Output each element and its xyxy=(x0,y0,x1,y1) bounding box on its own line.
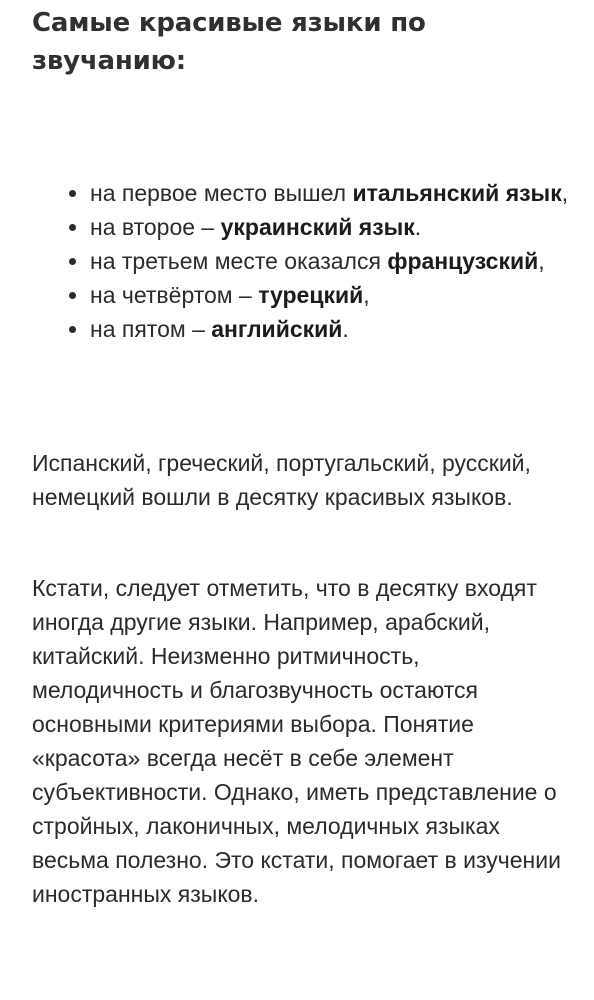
list-item-bold: турецкий xyxy=(258,282,364,308)
list-item-bold: украинский язык xyxy=(220,214,415,240)
list-item xyxy=(90,210,570,244)
paragraph-notes: Кстати, следует отметить, что в десятку входят иногда другие языки. Например, арабский, китайский. Неизменно ритмичность, мелодичность и благозвучность остаются основными критериями выбора. Понятие «красота» всегда несёт в себе элемент субъективности. Однако, иметь представление о стройных, лаконичных, мелодичных языках весьма полезно. Это кстати, помогает в изучении иностранных языков. xyxy=(32,575,561,907)
list-item-punct: , xyxy=(561,180,569,206)
list-item xyxy=(90,176,570,210)
bullet-icon xyxy=(69,326,76,333)
list-item-bold: английский xyxy=(211,316,343,342)
paragraph-top-ten: Испанский, греческий, португальский, русский, немецкий вошли в десятку красивых языков. xyxy=(32,450,531,510)
list-item-bold: итальянский язык xyxy=(352,180,562,206)
bullet-icon xyxy=(69,292,76,299)
list-item-punct: , xyxy=(538,248,545,274)
list-item-bold: французский xyxy=(387,248,539,274)
list-item-text: на первое место вышел xyxy=(90,180,353,206)
list-item xyxy=(90,278,570,312)
list-item-text: на пятом – xyxy=(90,316,212,342)
list-item-punct: . xyxy=(414,214,422,240)
bullet-icon xyxy=(69,258,76,265)
bullet-icon xyxy=(69,190,76,197)
list-item xyxy=(90,244,570,278)
list-item-text: на третьем месте оказался xyxy=(90,248,388,274)
list-item-punct: . xyxy=(342,316,349,342)
section-heading: Самые красивые языки по звучанию: xyxy=(32,8,426,76)
bullet-icon xyxy=(69,224,76,231)
list-item-punct: , xyxy=(363,282,370,308)
ranking-list xyxy=(90,176,570,346)
list-item-text: на вторoе – xyxy=(90,214,221,240)
list-item xyxy=(90,312,570,346)
list-item-text: на четвёртом – xyxy=(90,282,259,308)
